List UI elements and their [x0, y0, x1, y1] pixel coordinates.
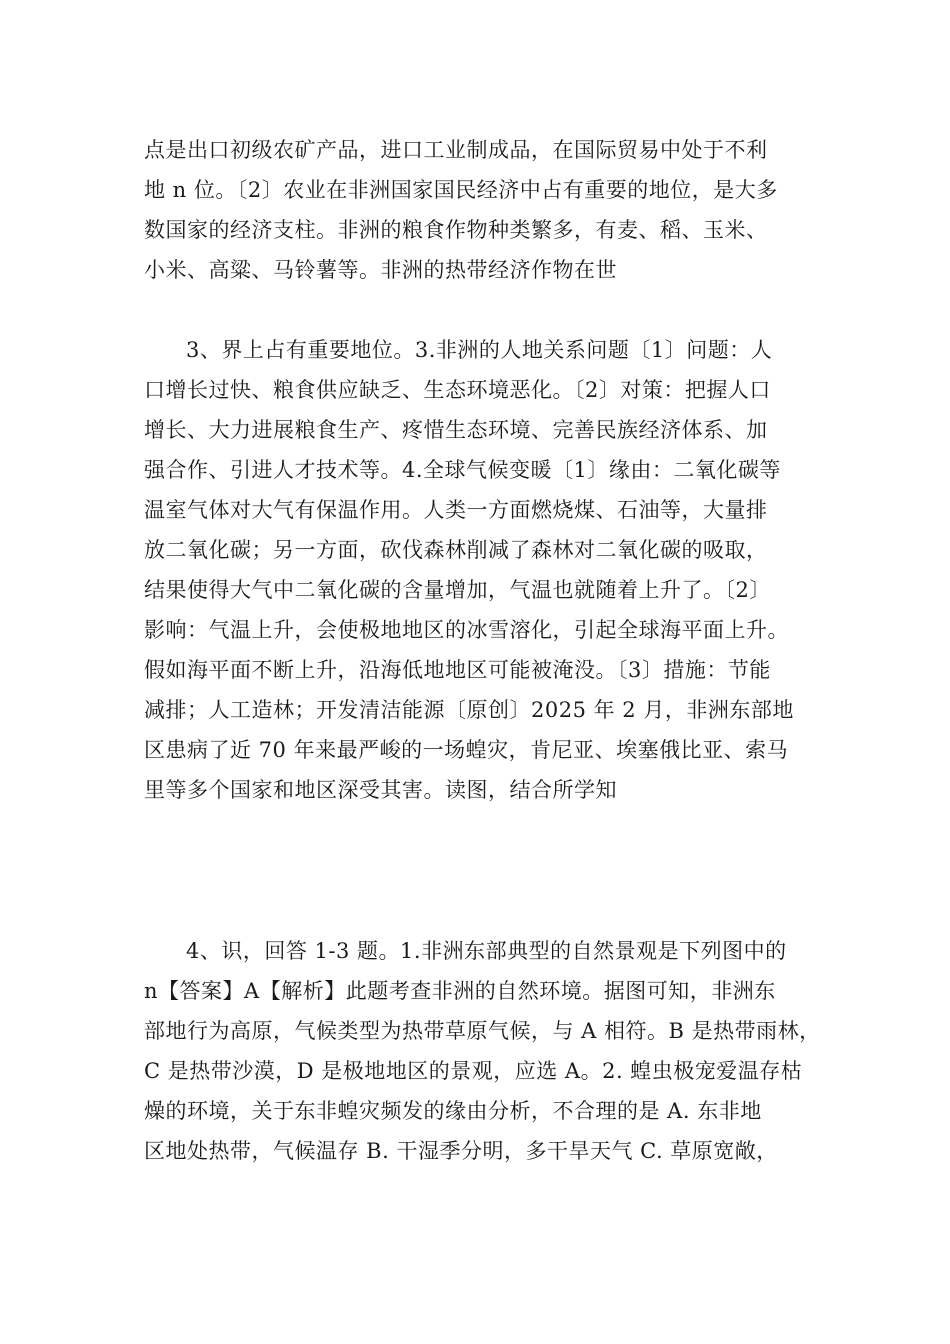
- text-line: 4、识，回答 1-3 题。1.非洲东部典型的自然景观是下列图中的: [186, 939, 787, 963]
- text-line: 3、界上占有重要地位。3.非洲的人地关系问题〔1〕问题：人: [186, 338, 773, 362]
- text-line: 结果使得大气中二氧化碳的含量增加，气温也就随着上升了。〔2〕: [144, 578, 771, 602]
- text-line: 放二氧化碳；另一方面，砍伐森林削减了森林对二氧化碳的吸取，: [144, 538, 768, 562]
- text-line: 里等多个国家和地区深受其害。读图，结合所学知: [144, 778, 617, 802]
- text-line: 部地行为高原，气候类型为热带草原气候，与 A 相符。B 是热带雨林，: [144, 1019, 821, 1043]
- text-line: 区患病了近 70 年来最严峻的一场蝗灾，肯尼亚、埃塞俄比亚、索马: [144, 738, 789, 762]
- text-line: 燥的环境，关于东非蝗灾频发的缘由分析，不合理的是 A. 东非地: [144, 1099, 762, 1123]
- text-line: 地 n 位。〔2〕农业在非洲国家国民经济中占有重要的地位，是大多: [144, 178, 778, 202]
- text-line: 增长、大力进展粮食生产、疼惜生态环境、完善民族经济体系、加: [144, 418, 768, 442]
- text-line: 点是出口初级农矿产品，进口工业制成品，在国际贸易中处于不利: [144, 138, 768, 162]
- text-line: 小米、高粱、马铃薯等。非洲的热带经济作物在世: [144, 258, 617, 282]
- text-line: C 是热带沙漠，D 是极地地区的景观，应选 A。2. 蝗虫极宠爱温存枯: [144, 1059, 803, 1083]
- text-line: 温室气体对大气有保温作用。人类一方面燃烧煤、石油等，大量排: [144, 498, 768, 522]
- text-line: 区地处热带，气候温存 B. 干湿季分明，多干旱天气 C. 草原宽敞，: [144, 1139, 778, 1163]
- text-line: 口增长过快、粮食供应缺乏、生态环境恶化。〔2〕对策：把握人口: [144, 378, 771, 402]
- paragraph-1: [144, 130, 834, 290]
- text-line: 数国家的经济支柱。非洲的粮食作物种类繁多，有麦、稻、玉米、: [144, 218, 768, 242]
- paragraph-2: [144, 330, 834, 810]
- text-line: n【答案】A【解析】此题考查非洲的自然环境。据图可知，非洲东: [144, 979, 776, 1003]
- text-line: 强合作、引进人才技术等。4.全球气候变暖〔1〕缘由：二氧化碳等: [144, 458, 781, 482]
- paragraph-3: [144, 931, 834, 1171]
- text-line: 影响：气温上升，会使极地地区的冰雪溶化，引起全球海平面上升。: [144, 618, 789, 642]
- text-line: 减排；人工造林；开发清洁能源〔原创〕2025 年 2 月，非洲东部地: [144, 698, 794, 722]
- text-line: 假如海平面不断上升，沿海低地地区可能被淹没。〔3〕措施：节能: [144, 658, 771, 682]
